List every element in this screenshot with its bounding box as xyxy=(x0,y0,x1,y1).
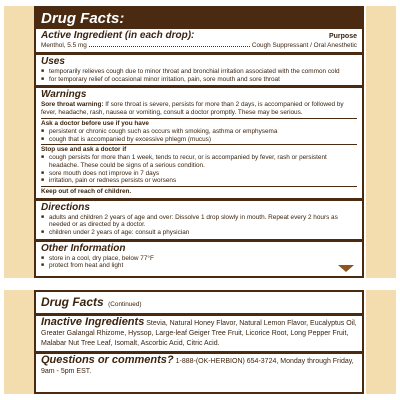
list-item: ■ sore mouth does not improve in 7 days xyxy=(41,170,357,178)
continued-title-row xyxy=(36,292,362,313)
label-band-left xyxy=(4,6,34,278)
purpose-heading: Purpose xyxy=(328,33,357,40)
other-information-section xyxy=(36,239,362,272)
label-band-right-bottom xyxy=(366,290,396,394)
directions-section xyxy=(36,198,362,239)
inactive-ingredients-heading: Inactive Ingredients xyxy=(41,316,145,328)
list-item: ■ cough persists for more than 1 week, tends to recur, or is accompanied by fever, rash or persistent headache. These could be signs of a serious condition. xyxy=(41,154,357,169)
list-item: ■ irritation, pain or redness persists or worsens xyxy=(41,177,357,185)
active-ingredient-value: Menthol, 5.5 mg xyxy=(41,42,87,49)
other-information-heading: Other Information xyxy=(41,242,126,254)
continue-arrow-icon xyxy=(338,265,354,272)
sore-throat-warning xyxy=(41,101,357,117)
stop-use-list xyxy=(41,154,357,184)
stop-use-heading: Stop use and ask a doctor if xyxy=(41,146,127,154)
list-item: ■ protect from heat and light xyxy=(41,262,357,270)
active-ingredient-heading: Active Ingredient (in each drop): xyxy=(41,30,195,41)
drug-facts-title: Drug Facts: xyxy=(36,8,362,29)
sore-throat-label: Sore throat warning: xyxy=(41,101,104,109)
list-item: ■ children under 2 years of age: consult a physician xyxy=(41,229,357,237)
uses-heading: Uses xyxy=(41,56,65,67)
uses-list xyxy=(41,68,357,83)
warnings-heading: Warnings xyxy=(41,89,87,101)
drug-facts-panel xyxy=(34,6,364,278)
dotted-leader xyxy=(89,46,250,47)
inactive-ingredients-text: Stevia, Natural Honey Flavor, Natural Lemon Flavor, Eucalyptus Oil, Greater Galangal Rhizome, Hyssop, Large-leaf Geiger Tree Fruit, Licorice Root, Long Pepper Fruit, Malabar Nut Tree Leaf, Isomalt, Ascorbic Acid, Citric Acid. xyxy=(41,320,357,347)
keep-out-of-reach: Keep out of reach of children. xyxy=(41,187,132,195)
questions-heading: Questions or comments? xyxy=(41,354,174,366)
ask-doctor-heading: Ask a doctor before use if you have xyxy=(41,120,149,128)
label-band-right xyxy=(366,6,396,278)
active-purpose-value: Cough Suppressant / Oral Anesthetic xyxy=(251,42,357,49)
continued-label: (Continued) xyxy=(108,301,142,308)
directions-heading: Directions xyxy=(41,201,90,213)
ask-doctor-list xyxy=(41,128,357,143)
list-item: ■ persistent or chronic cough such as occurs with smoking, asthma or emphysema xyxy=(41,128,357,136)
list-item: ■ temporarily relieves cough due to minor throat and bronchial irritation associated with the common cold xyxy=(41,68,357,76)
inactive-ingredients-section xyxy=(36,313,362,351)
list-item: ■ adults and children 2 years of age and over: Dissolve 1 drop slowly in mouth. Repeat every 2 hours as needed or as directed by a doctor. xyxy=(41,214,357,229)
warnings-section xyxy=(36,85,362,198)
uses-section xyxy=(36,52,362,85)
list-item: ■ for temporary relief of occasional minor irritation, pain, sore mouth and sore throat xyxy=(41,76,357,84)
directions-list xyxy=(41,214,357,237)
drug-facts-continued-title: Drug Facts xyxy=(41,295,104,309)
questions-text: 1-888-(OK-HERBION) 654-3724, Monday through Friday, 9am - 5pm EST. xyxy=(41,358,354,375)
questions-section xyxy=(36,351,362,379)
drug-facts-continued-panel xyxy=(34,290,364,394)
label-band-left-bottom xyxy=(4,290,34,394)
other-information-list xyxy=(41,255,357,270)
active-ingredient-section xyxy=(36,29,362,52)
list-item: ■ store in a cool, dry place, below 77°F xyxy=(41,255,357,263)
list-item: ■ cough that is accompanied by excessive phlegm (mucus) xyxy=(41,136,357,144)
sore-throat-text: If sore throat is severe, persists for more than 2 days, is accompanied or followed by fever, headache, rash, nausea or vomiting, consult a doctor promptly. These may be serious. xyxy=(41,101,344,117)
